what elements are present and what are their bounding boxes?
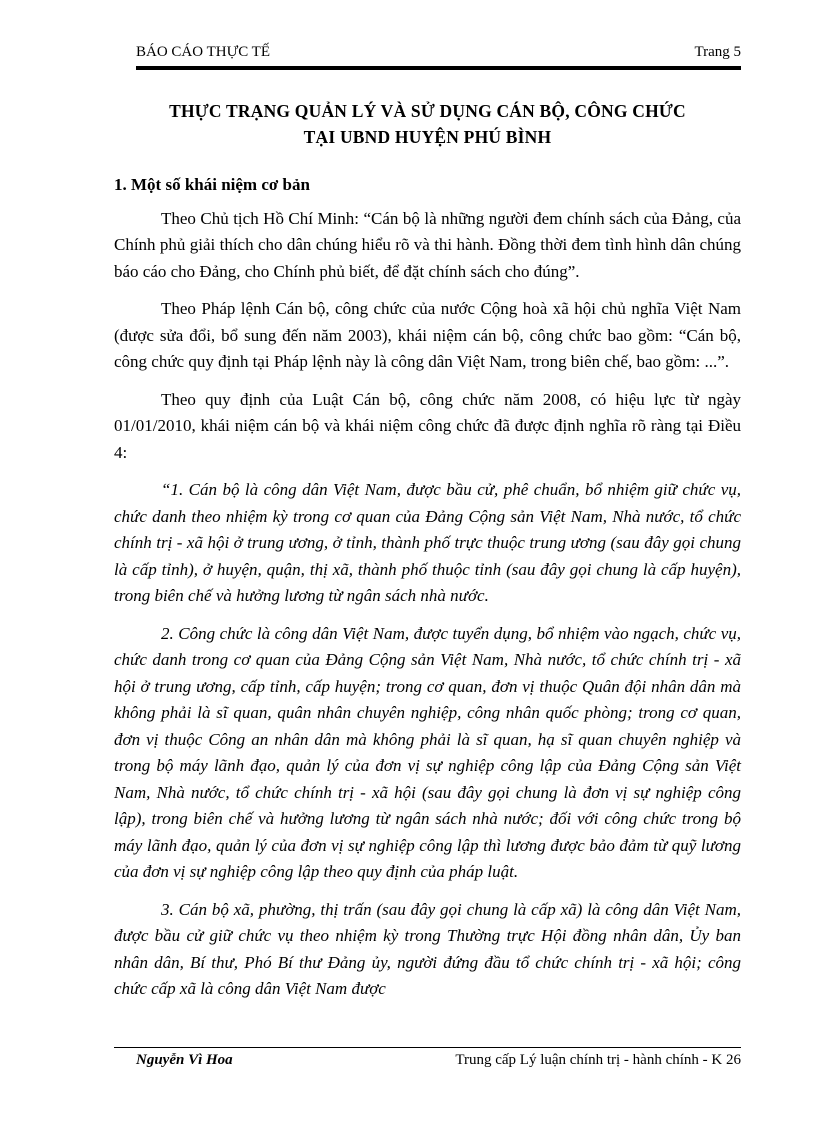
section-heading: 1. Một số khái niệm cơ bản bbox=[114, 174, 310, 194]
paragraph: Theo Pháp lệnh Cán bộ, công chức của nước Cộng hoà xã hội chủ nghĩa Việt Nam (được sửa đổi, bổ sung đến năm 2003), khái niệm cán bộ, công chức bao gồm: “Cán bộ, công chức quy định tại Pháp lệnh này là công dân Việt Nam, trong biên chế, bao gồm: ...”. bbox=[114, 299, 741, 371]
footer-course-label: Trung cấp Lý luận chính trị - hành chính - K 26 bbox=[455, 1052, 741, 1068]
document-title-line2: TẠI UBND HUYỆN PHÚ BÌNH bbox=[303, 127, 552, 148]
paragraph-quote: 3. Cán bộ xã, phường, thị trấn (sau đây gọi chung là cấp xã) là công dân Việt Nam, được bầu cử giữ chức vụ theo nhiệm kỳ trong Thường trực Hội đồng nhân dân, Ủy ban nhân dân, Bí thư, Phó Bí thư Đảng ủy, người đứng đầu tổ chức chính trị - xã hội; công chức cấp xã là công dân Việt Nam được bbox=[114, 899, 741, 998]
paragraph-quote: 2. Công chức là công dân Việt Nam, được tuyển dụng, bổ nhiệm vào ngạch, chức vụ, chức danh trong cơ quan của Đảng Cộng sản Việt Nam, Nhà nước, tổ chức chính trị - xã hội ở trung ương, cấp tỉnh, cấp huyện; trong cơ quan, đơn vị thuộc Quân đội nhân dân mà không phải là sĩ quan, quân nhân chuyên nghiệp, công nhân quốc phòng; trong cơ quan, đơn vị thuộc Công an nhân dân mà không phải là sĩ quan, hạ sĩ quan chuyên nghiệp và trong bộ máy lãnh đạo, quản lý của đơn vị sự nghiệp công lập của Đảng Cộng sản Việt Nam, Nhà nước, tổ chức chính trị - xã hội (sau đây gọi chung là đơn vị sự nghiệp công lập), trong biên chế và hưởng lương từ ngân sách nhà nước; đối với công chức trong bộ máy lãnh đạo, quản lý của đơn vị sự nghiệp công lập thì lương được bảo đảm từ quỹ lương của đơn vị sự nghiệp công lập theo quy định của pháp luật. bbox=[114, 623, 741, 881]
page-header bbox=[136, 44, 741, 70]
footer-author-name: Nguyễn Vì Hoa bbox=[136, 1052, 233, 1068]
document-title bbox=[114, 98, 741, 151]
page-footer bbox=[114, 1047, 741, 1069]
paragraph: Theo quy định của Luật Cán bộ, công chức năm 2008, có hiệu lực từ ngày 01/01/2010, khái niệm cán bộ và khái niệm công chức đã được định nghĩa rõ ràng tại Điều 4: bbox=[114, 389, 741, 462]
header-report-label: BÁO CÁO THỰC TẾ bbox=[136, 44, 271, 60]
paragraph: Theo Chủ tịch Hồ Chí Minh: “Cán bộ là những người đem chính sách của Đảng, của Chính phủ giải thích cho dân chúng hiểu rõ và thi hành. Đồng thời đem tình hình dân chúng báo cáo cho Đảng, cho Chính phủ biết, để đặt chính sách cho đúng”. bbox=[114, 208, 741, 281]
document-title-line1: THỰC TRẠNG QUẢN LÝ VÀ SỬ DỤNG CÁN BỘ, CÔNG CHỨC bbox=[169, 101, 686, 121]
paragraph-quote: “1. Cán bộ là công dân Việt Nam, được bầu cử, phê chuẩn, bổ nhiệm giữ chức vụ, chức danh theo nhiệm kỳ trong cơ quan của Đảng Cộng sản Việt Nam, Nhà nước, tổ chức chính trị - xã hội ở trung ương, ở tỉnh, thành phố trực thuộc trung ương (sau đây gọi chung là cấp tỉnh), ở huyện, quận, thị xã, thành phố thuộc tỉnh (sau đây gọi chung là cấp huyện), trong biên chế và hưởng lương từ ngân sách nhà nước. bbox=[114, 480, 741, 605]
page-number: Trang 5 bbox=[694, 44, 741, 60]
